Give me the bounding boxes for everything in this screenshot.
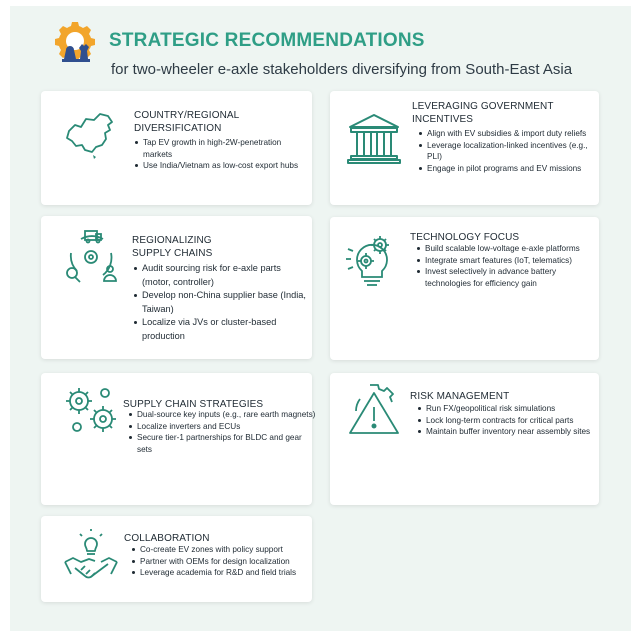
list-item: Build scalable low-voltage e-axle platforms xyxy=(425,243,601,255)
map-china-icon xyxy=(63,107,119,163)
list-item: Leverage localization-linked incentives (e.g., PLI) xyxy=(427,140,599,163)
card-regionalizing-supply-chains xyxy=(41,216,312,359)
card-title: LEVERAGING GOVERNMENT INCENTIVES xyxy=(412,101,554,125)
card-bullets xyxy=(417,403,602,438)
card-technology-focus xyxy=(330,217,599,360)
list-item: Dual-source key inputs (e.g., rare earth magnets) xyxy=(137,410,316,419)
card-bullets xyxy=(418,128,599,174)
list-item: Develop non-China supplier base (India, Taiwan) xyxy=(142,289,312,316)
list-item: Audit sourcing risk for e-axle parts (motor, controller) xyxy=(142,262,312,289)
list-item: Localize inverters and ECUs xyxy=(137,421,317,433)
card-bullets xyxy=(128,409,317,455)
list-item: Partner with OEMs for design localization xyxy=(140,556,314,568)
card-country-diversification xyxy=(41,91,312,205)
lightbulb-gears-icon xyxy=(344,231,400,287)
card-title: TECHNOLOGY FOCUS xyxy=(410,232,520,243)
card-title: COLLABORATION xyxy=(124,533,210,544)
list-item: Invest selectively in advance battery technologies for efficiency gain xyxy=(425,266,601,289)
card-bullets xyxy=(134,137,311,172)
card-bullets xyxy=(133,262,312,344)
gears-icon xyxy=(63,383,119,439)
list-item: Engage in pilot programs and EV missions xyxy=(427,163,599,175)
card-risk-management xyxy=(330,373,599,505)
card-title: REGIONALIZING SUPPLY CHAINS xyxy=(132,235,213,259)
handshake-icon xyxy=(63,528,119,584)
list-item: Tap EV growth in high-2W-penetration markets xyxy=(143,137,311,160)
supply-cycle-icon xyxy=(63,229,119,285)
list-item: Leverage academia for R&D and field trials xyxy=(140,567,314,579)
list-item: Align with EV subsidies & import duty reliefs xyxy=(427,128,599,140)
gear-chess-icon xyxy=(52,20,98,66)
card-title: RISK MANAGEMENT xyxy=(410,391,510,402)
list-item: Localize via JVs or cluster-based production xyxy=(142,316,312,343)
card-collaboration xyxy=(41,516,312,602)
list-item: Co-create EV zones with policy support xyxy=(140,544,314,556)
page-subtitle: for two-wheeler e-axle stakeholders diversifying from South-East Asia xyxy=(111,61,573,78)
page-title: STRATEGIC RECOMMENDATIONS xyxy=(109,30,425,51)
list-item: Maintain buffer inventory near assembly sites xyxy=(426,426,602,438)
card-supply-chain-strategies xyxy=(41,373,316,505)
card-title: SUPPLY CHAIN STRATEGIES xyxy=(123,399,264,410)
warning-gear-icon xyxy=(346,381,402,437)
card-government-incentives xyxy=(330,91,599,205)
card-bullets xyxy=(131,544,314,579)
card-title: COUNTRY/REGIONAL DIVERSIFICATION xyxy=(134,110,239,134)
card-bullets xyxy=(416,243,601,289)
list-item: Use India/Vietnam as low-cost export hubs xyxy=(143,160,311,172)
list-item: Secure tier-1 partnerships for BLDC and gear sets xyxy=(137,432,317,455)
list-item: Run FX/geopolitical risk simulations xyxy=(426,403,602,415)
government-building-icon xyxy=(346,111,402,167)
list-item: Integrate smart features (IoT, telematics) xyxy=(425,255,601,267)
list-item: Lock long-term contracts for critical parts xyxy=(426,415,602,427)
